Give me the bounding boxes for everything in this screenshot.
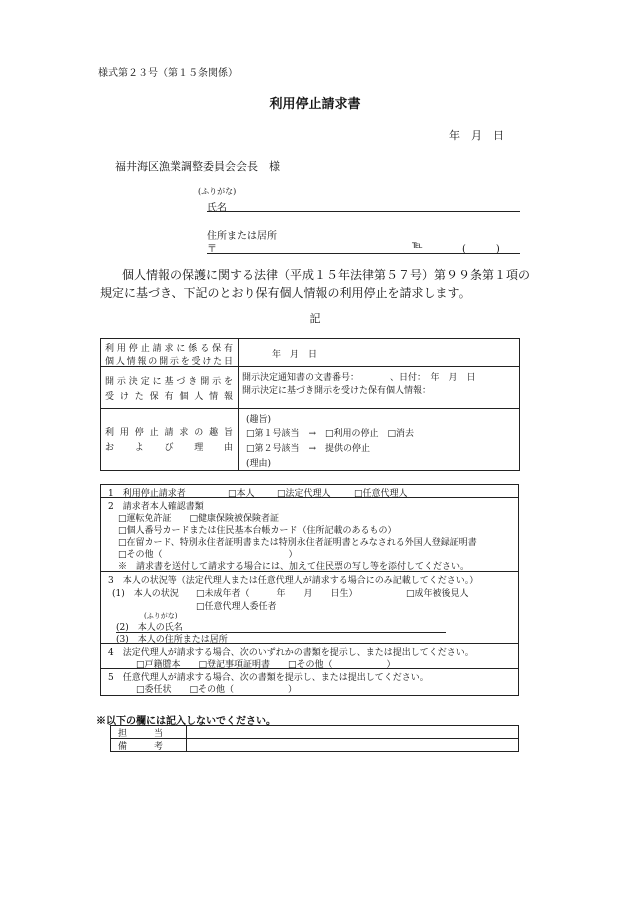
tel-mark: ℡ xyxy=(412,240,423,251)
form-number: 様式第２３号（第１５条関係） xyxy=(98,68,238,79)
s3-minor-checkbox[interactable]: □未成年者（ 年 月 日生） xyxy=(196,589,358,599)
s4-label: 4 法定代理人が請求する場合、次のいずれかの書類を提示し、または提出してください。 xyxy=(108,648,474,658)
row1-date[interactable]: 年 月 日 xyxy=(272,350,318,360)
s3-address-line[interactable] xyxy=(116,643,446,644)
s3-status-label: (1) 本人の状況 xyxy=(112,589,179,599)
row3-label: 利用停止請求の趣旨 および理由 xyxy=(105,428,233,453)
body-text-line2: 規定に基づき、下記のとおり保有個人情報の利用停止を請求します。 xyxy=(100,286,471,300)
ki-heading: 記 xyxy=(309,312,321,325)
addressee: 福井海区漁業調整委員会会長 様 xyxy=(115,160,280,173)
office-row1-label: 担 当 xyxy=(118,729,164,739)
s2-line4[interactable]: □その他（ ） xyxy=(118,550,298,560)
row1-label: 利用停止請求に係る保有 個人情報の開示を受けた日 xyxy=(105,344,233,367)
s2-line2[interactable]: □個人番号カードまたは住民基本台帳カード（住所記載のあるもの） xyxy=(118,526,397,536)
row3-option2[interactable]: □第２号該当 → 提供の停止 xyxy=(246,444,371,454)
row3-option1[interactable]: □第１号該当 → □利用の停止 □消去 xyxy=(246,429,415,439)
applicant-furigana: (ふりがな) xyxy=(198,187,237,196)
office-row2-label: 備 考 xyxy=(118,742,164,752)
s1-label: 1 利用停止請求者 xyxy=(108,489,186,499)
applicant-name-label: 氏名 xyxy=(207,203,227,214)
s3-address-label: (3) 本人の住所または居所 xyxy=(116,635,228,645)
body-text-line1: 個人情報の保護に関する法律（平成１５年法律第５７号）第９９条第１項の xyxy=(122,268,531,282)
applicant-name-line[interactable] xyxy=(207,211,520,212)
s3-label: 3 本人の状況等（法定代理人または任意代理人が請求する場合にのみ記載してください。） xyxy=(108,576,479,586)
row2-date[interactable]: 、日付： 年 月 日 xyxy=(390,373,476,383)
applicant-address-label: 住所または居所 xyxy=(207,231,277,242)
s2-line3[interactable]: □在留カード、特別永住者証明書または特別永住者証明書とみなされる外国人登録証明書 xyxy=(118,538,477,548)
s5-label: 5 任意代理人が請求する場合、次の書類を提示し、または提出してください。 xyxy=(108,673,429,683)
row2-doc-number[interactable]: 開示決定通知書の文書番号： xyxy=(242,373,360,383)
postal-mark: 〒 xyxy=(207,244,217,255)
s2-line1[interactable]: □運転免許証 □健康保険被保険者証 xyxy=(118,514,280,524)
s3-principal-checkbox[interactable]: □任意代理人委任者 xyxy=(196,602,277,612)
applicant-address-line[interactable] xyxy=(207,253,520,254)
s2-label: 2 請求者本人確認書類 xyxy=(108,502,204,512)
row3-riyu: (理由) xyxy=(246,459,272,469)
s1-voluntary-checkbox[interactable]: □任意代理人 xyxy=(354,489,408,499)
date-line: 年 月 日 xyxy=(449,129,504,142)
row2-label: 開示決定に基づき開示を 受けた保有個人情報 xyxy=(105,377,233,402)
s2-note: ※ 請求書を送付して請求する場合には、加えて住民票の写し等を添付してください。 xyxy=(118,562,470,572)
row3-shushi: (趣旨) xyxy=(246,415,272,425)
page-title: 利用停止請求書 xyxy=(269,97,361,112)
s1-legal-checkbox[interactable]: □法定代理人 xyxy=(277,489,331,499)
row2-info[interactable]: 開示決定に基づき開示を受けた保有個人情報： xyxy=(242,386,432,396)
tel-paren: ( ) xyxy=(462,244,500,255)
s1-self-checkbox[interactable]: □本人 xyxy=(228,489,255,499)
s5-options[interactable]: □委任状 □その他（ ） xyxy=(136,685,298,695)
s3-ward-checkbox[interactable]: □成年被後見人 xyxy=(406,589,469,599)
office-use-notice: ※以下の欄には記入しないでください。 xyxy=(96,716,276,727)
s4-options[interactable]: □戸籍謄本 □登記事項証明書 □その他（ ） xyxy=(136,660,396,670)
s3-furigana: (ふりがな) xyxy=(144,612,178,620)
s3-name-label: (2) 本人の氏名 xyxy=(116,623,183,633)
